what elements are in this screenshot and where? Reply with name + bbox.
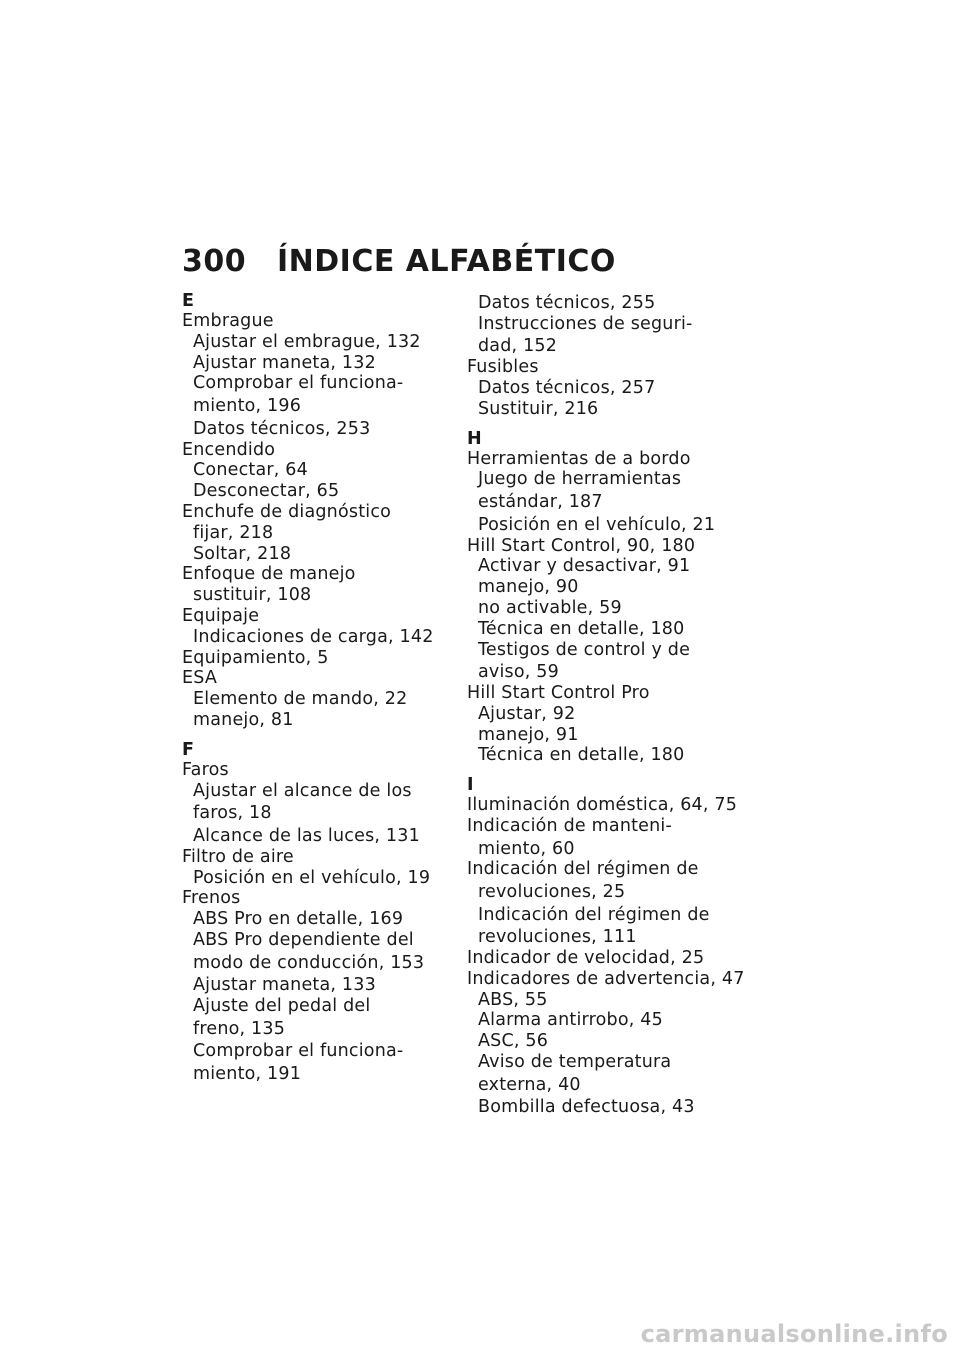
index-subentry: Instrucciones de seguri- xyxy=(478,313,693,334)
index-entry: Faros xyxy=(182,759,229,780)
index-entry: Hill Start Control Pro xyxy=(467,682,650,703)
index-entry-continuation: revoluciones, 111 xyxy=(478,927,637,948)
index-entry: Frenos xyxy=(182,888,241,909)
index-subentry: Técnica en detalle, 180 xyxy=(478,745,685,766)
index-column-right xyxy=(467,293,745,1118)
index-subentry: Comprobar el funciona- xyxy=(193,1041,404,1062)
index-entry: Fusibles xyxy=(467,357,539,378)
index-subentry: Datos técnicos, 257 xyxy=(478,377,656,398)
index-entry-continuation: miento, 191 xyxy=(193,1064,302,1085)
index-column-left xyxy=(182,292,452,1085)
index-entry-continuation: freno, 135 xyxy=(193,1018,286,1039)
index-subentry: Ajuste del pedal del xyxy=(193,996,371,1017)
index-entry: Embrague xyxy=(182,311,274,331)
index-entry-continuation: miento, 196 xyxy=(193,395,302,416)
index-entry: Indicador de velocidad, 25 xyxy=(467,948,705,969)
index-letter-heading: F xyxy=(182,739,194,760)
index-subentry: Ajustar el embrague, 132 xyxy=(193,331,421,352)
index-entry: Indicadores de advertencia, 47 xyxy=(467,968,745,989)
index-subentry: ASC, 56 xyxy=(478,1031,549,1052)
index-entry: Hill Start Control, 90, 180 xyxy=(467,535,696,556)
index-entry-continuation: externa, 40 xyxy=(478,1074,581,1095)
index-subentry: Testigos de control y de xyxy=(478,639,691,660)
index-subentry: Alarma antirrobo, 45 xyxy=(478,1010,663,1031)
index-subentry: Ajustar, 92 xyxy=(478,703,576,724)
index-subentry: Indicación del régimen de xyxy=(478,904,710,925)
index-subentry: Técnica en detalle, 180 xyxy=(478,618,685,639)
index-subentry: Ajustar maneta, 132 xyxy=(193,352,376,373)
index-subentry: Posición en el vehículo, 19 xyxy=(193,867,431,888)
watermark: carmanualsonline.info xyxy=(640,1320,948,1348)
index-entry: Indicación del régimen de xyxy=(467,859,699,880)
index-subentry: Comprobar el funciona- xyxy=(193,373,404,394)
index-entry-continuation: aviso, 59 xyxy=(478,662,559,683)
index-subentry: sustituir, 108 xyxy=(193,585,312,606)
index-entry: Equipaje xyxy=(182,605,260,626)
index-entry: Filtro de aire xyxy=(182,846,294,867)
index-subentry: fijar, 218 xyxy=(193,522,274,543)
index-subentry: Soltar, 218 xyxy=(193,543,292,564)
index-subentry: Conectar, 64 xyxy=(193,460,308,481)
index-letter-heading: H xyxy=(467,428,482,449)
index-subentry: Bombilla defectuosa, 43 xyxy=(478,1097,695,1118)
index-subentry: Indicaciones de carga, 142 xyxy=(193,626,434,647)
index-entry: Iluminación doméstica, 64, 75 xyxy=(467,795,738,816)
index-entry: Indicación de manteni- xyxy=(467,815,673,836)
page-header xyxy=(182,244,616,279)
index-letter-heading: I xyxy=(467,775,474,796)
index-subentry: manejo, 91 xyxy=(478,724,579,745)
index-entry-continuation: revoluciones, 25 xyxy=(478,881,626,902)
index-entry-continuation: miento, 60 xyxy=(478,838,575,859)
index-subentry: no activable, 59 xyxy=(478,597,622,618)
index-subentry: Ajustar el alcance de los xyxy=(193,780,412,801)
index-subentry: Alcance de las luces, 131 xyxy=(193,825,420,846)
index-entry-continuation: modo de conducción, 153 xyxy=(193,952,425,973)
index-subentry: Activar y desactivar, 91 xyxy=(478,556,691,577)
page-number: 300 xyxy=(182,244,247,279)
index-subentry: Desconectar, 65 xyxy=(193,481,340,502)
index-subentry: ABS Pro en detalle, 169 xyxy=(193,909,404,930)
index-subentry: Sustituir, 216 xyxy=(478,398,599,419)
index-subentry: Juego de herramientas xyxy=(478,469,682,490)
index-subentry: Datos técnicos, 253 xyxy=(193,418,371,439)
index-subentry: ABS Pro dependiente del xyxy=(193,929,414,950)
index-letter-heading: E xyxy=(182,291,194,311)
index-subentry: Aviso de temperatura xyxy=(478,1052,672,1073)
index-entry: Equipamiento, 5 xyxy=(182,647,329,668)
index-subentry: Posición en el vehículo, 21 xyxy=(478,514,716,535)
index-entry: ESA xyxy=(182,668,218,689)
page-title: ÍNDICE ALFABÉTICO xyxy=(277,244,616,279)
index-subentry: manejo, 81 xyxy=(193,709,294,730)
index-subentry: ABS, 55 xyxy=(478,989,548,1010)
index-entry: Enchufe de diagnóstico xyxy=(182,501,392,522)
index-subentry: Ajustar maneta, 133 xyxy=(193,975,376,996)
index-entry: Encendido xyxy=(182,439,276,460)
index-entry-continuation: dad, 152 xyxy=(478,336,558,357)
index-entry-continuation: faros, 18 xyxy=(193,803,272,824)
index-subentry: Elemento de mando, 22 xyxy=(193,689,408,710)
index-subentry: manejo, 90 xyxy=(478,577,579,598)
index-subentry: Datos técnicos, 255 xyxy=(478,293,656,313)
index-entry: Enfoque de manejo xyxy=(182,564,356,585)
index-entry: Herramientas de a bordo xyxy=(467,448,691,469)
index-entry-continuation: estándar, 187 xyxy=(478,491,603,512)
